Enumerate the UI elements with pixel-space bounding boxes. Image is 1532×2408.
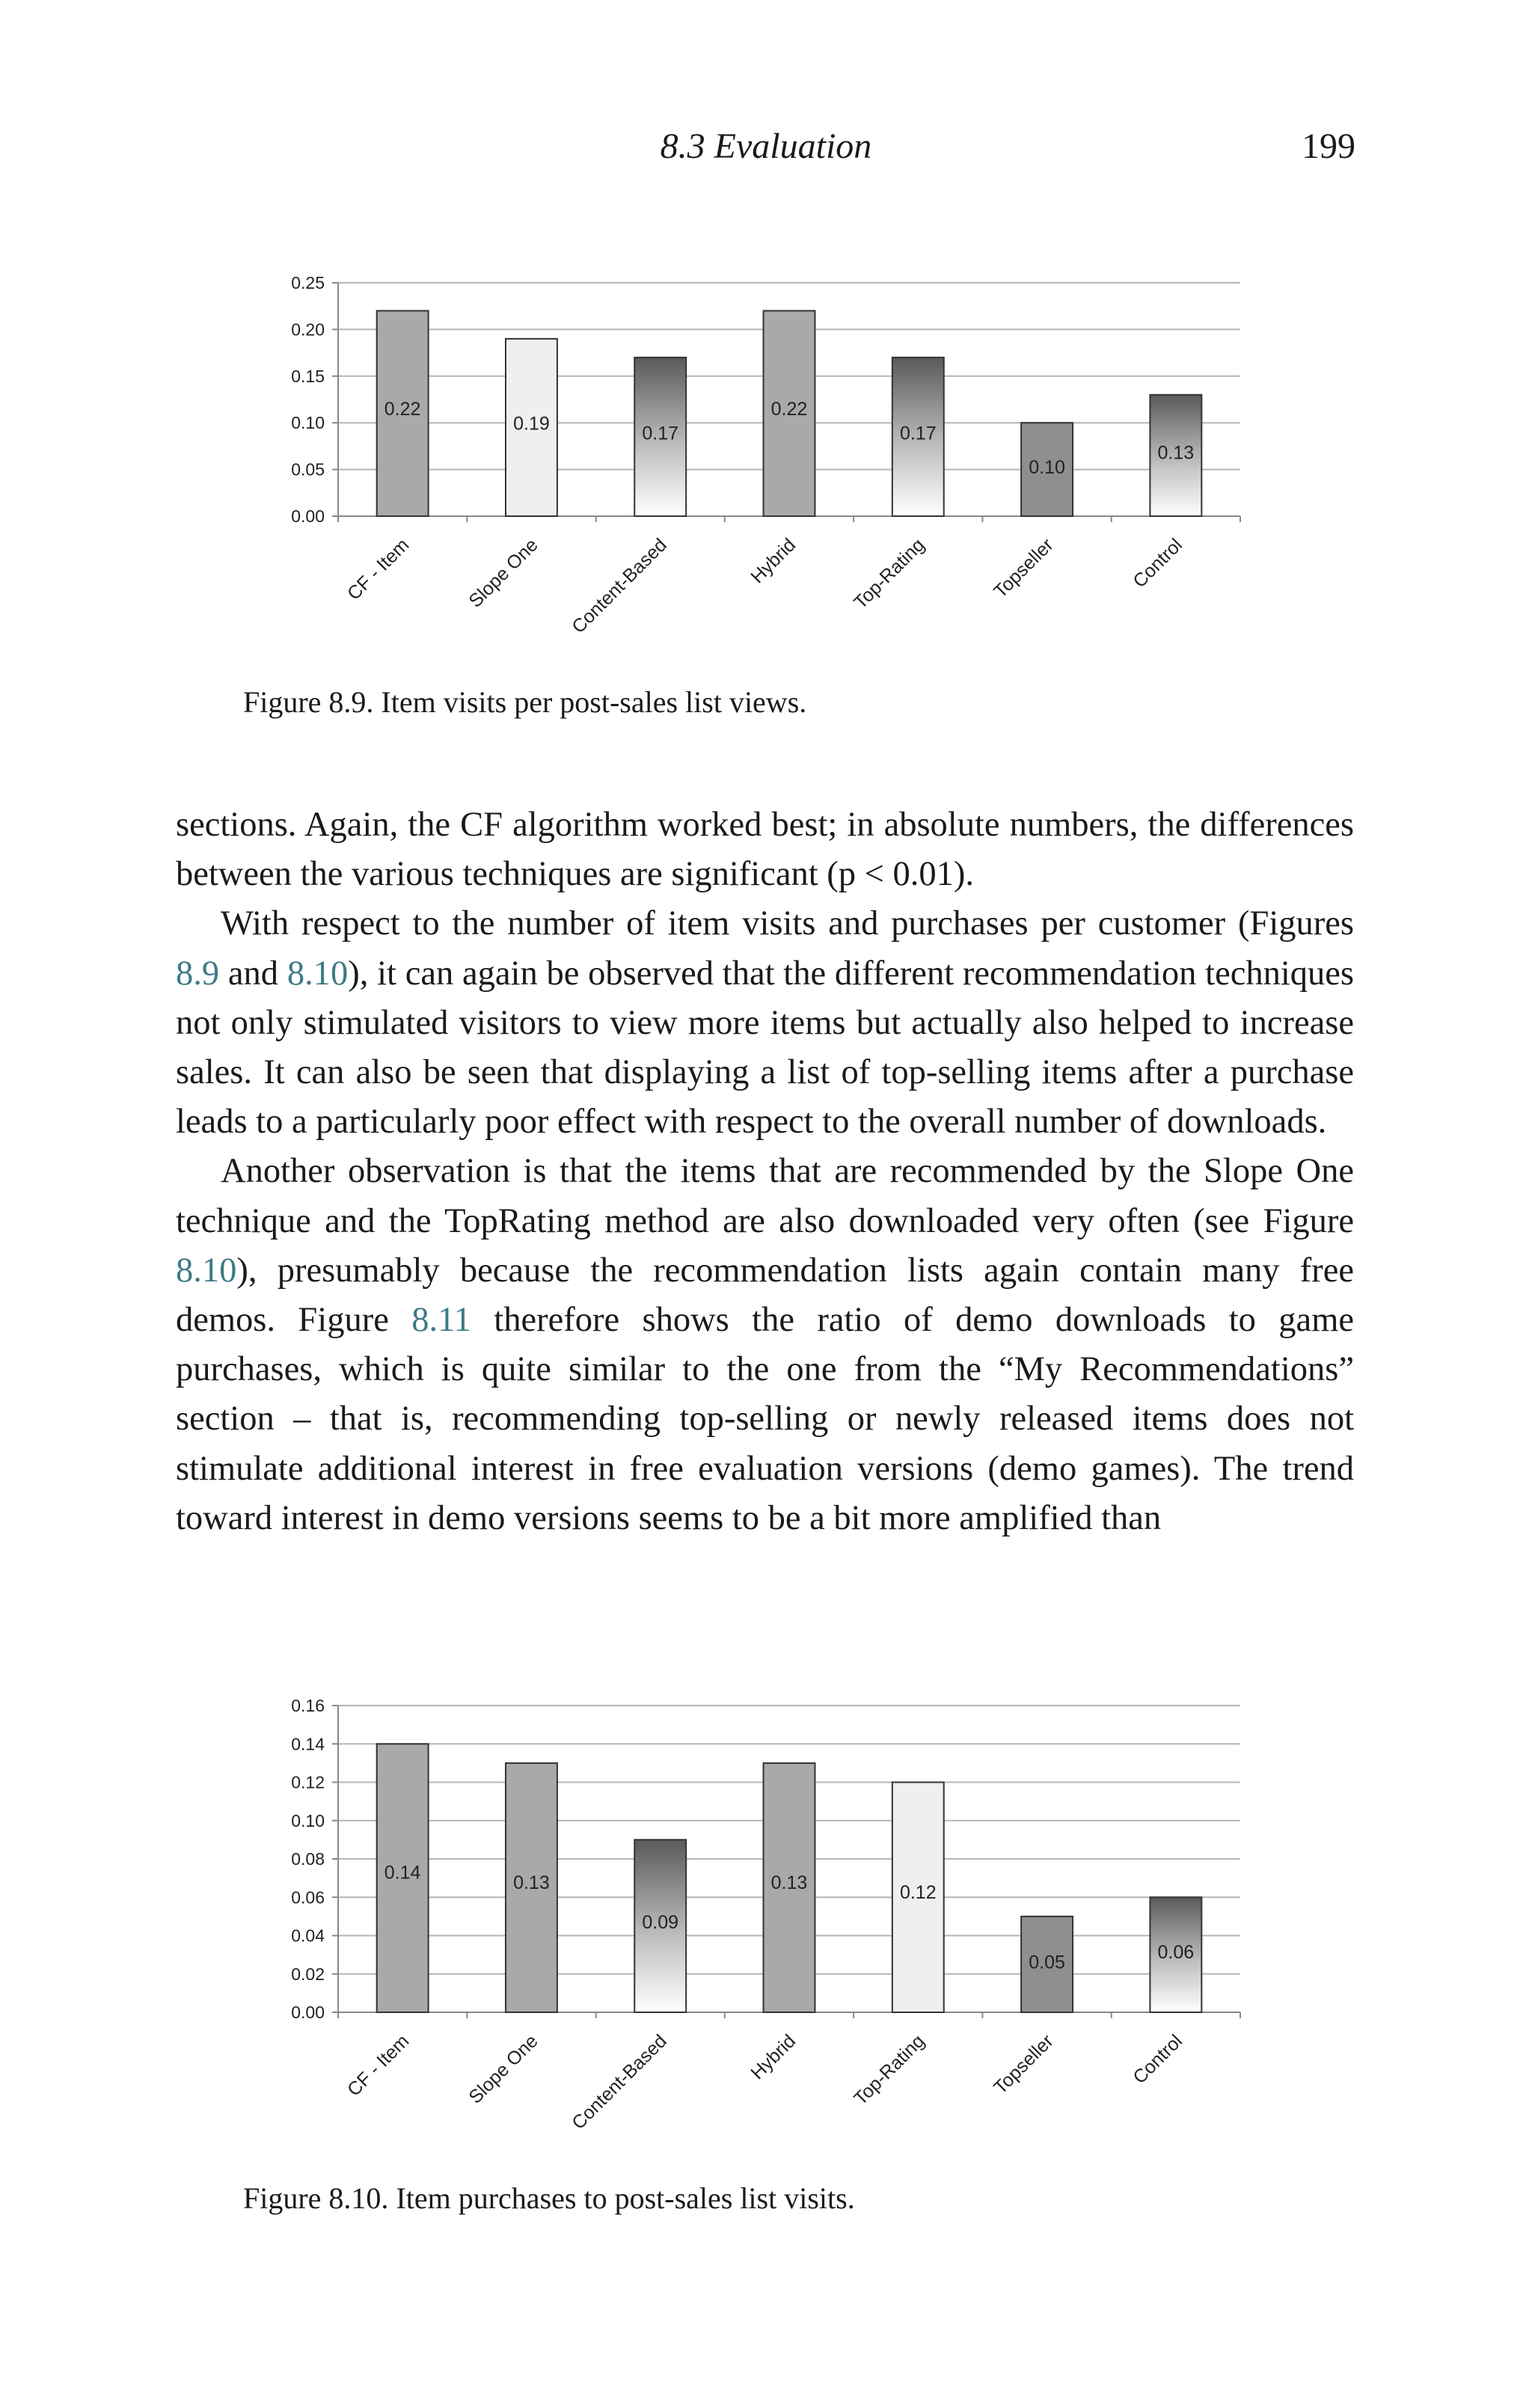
data-label: 0.12 xyxy=(899,1882,937,1904)
figure-8-9-chart xyxy=(0,262,1532,681)
paragraph-2-text-a: With respect to the number of item visits and purchases per customer (Figures xyxy=(221,904,1354,943)
y-tick-label: 0.02 xyxy=(291,1964,325,1984)
data-label: 0.14 xyxy=(384,1862,421,1884)
data-label: 0.19 xyxy=(513,413,550,435)
y-tick-label: 0.04 xyxy=(291,1926,325,1946)
category-label: CF - Item xyxy=(343,534,414,604)
data-label: 0.09 xyxy=(642,1912,679,1934)
figure-8-9-caption: Figure 8.9. Item visits per post-sales list views. xyxy=(243,685,807,719)
paragraph-3-text-c: therefore shows the ratio of demo downloads to game purchases, which is quite similar to the one from the “My Recommendations” section – that is, recommending top-selling or newly released items does not stimulate additional interest in free evaluation versions (demo games). The trend toward interest in demo versions seems to be a bit more amplified than xyxy=(176,1301,1355,1537)
category-label: Content-Based xyxy=(568,534,671,638)
paragraph-3-text-a: Another observation is that the items that are recommended by the Slope One technique and the TopRating method are also downloaded very often (see Figure xyxy=(176,1152,1354,1240)
figure-8-10-chart xyxy=(0,1683,1532,2169)
y-tick-label: 0.12 xyxy=(291,1772,325,1792)
y-tick-label: 0.16 xyxy=(291,1696,325,1715)
y-tick-label: 0.14 xyxy=(291,1734,325,1754)
y-tick-label: 0.25 xyxy=(291,273,325,292)
category-label: Control xyxy=(1129,2030,1187,2089)
category-label: Hybrid xyxy=(747,2030,800,2084)
y-tick-label: 0.15 xyxy=(291,366,325,386)
paragraph-2-text-c: ), it can again be observed that the different recommendation techniques not only stimulated visitors to view more items but actually also helped to increase sales. It can also be seen that displaying a list of top-selling items after a purchase leads to a particularly poor effect with respect to the overall number of downloads. xyxy=(176,954,1354,1142)
category-label: Control xyxy=(1129,534,1187,592)
category-label: Top-Rating xyxy=(850,2030,929,2110)
y-tick-label: 0.05 xyxy=(291,459,325,480)
figure-8-10-caption: Figure 8.10. Item purchases to post-sales list visits. xyxy=(243,2181,855,2215)
data-label: 0.17 xyxy=(642,423,679,444)
data-label: 0.13 xyxy=(770,1872,808,1893)
category-label: Topseller xyxy=(990,2030,1058,2098)
data-label: 0.06 xyxy=(1157,1942,1195,1964)
figure-ref-8-10[interactable]: 8.10 xyxy=(287,954,349,993)
paragraph-2-text-b: and xyxy=(219,954,287,993)
category-label: Slope One xyxy=(465,2030,542,2108)
data-label: 0.22 xyxy=(384,399,421,420)
y-tick-label: 0.10 xyxy=(291,1810,325,1830)
y-tick-label: 0.08 xyxy=(291,1849,325,1869)
figure-ref-8-10[interactable]: 8.10 xyxy=(176,1251,237,1290)
category-label: Top-Rating xyxy=(850,534,929,613)
y-tick-label: 0.06 xyxy=(291,1887,325,1908)
category-label: Hybrid xyxy=(747,534,800,588)
figure-8-9-svg xyxy=(0,262,1532,681)
paragraph-2 xyxy=(176,899,1354,1147)
figure-ref-8-11[interactable]: 8.11 xyxy=(411,1301,471,1340)
data-label: 0.22 xyxy=(770,399,808,420)
y-tick-label: 0.00 xyxy=(291,506,325,526)
data-label: 0.10 xyxy=(1029,457,1065,479)
figure-ref-8-9[interactable]: 8.9 xyxy=(176,954,220,993)
category-label: Slope One xyxy=(465,534,542,612)
data-label: 0.13 xyxy=(513,1872,550,1893)
data-label: 0.17 xyxy=(899,423,937,444)
category-label: Content-Based xyxy=(568,2030,671,2134)
page-number: 199 xyxy=(1302,126,1355,166)
y-tick-label: 0.00 xyxy=(291,2003,325,2022)
y-tick-label: 0.20 xyxy=(291,319,325,340)
data-label: 0.13 xyxy=(1157,442,1195,464)
paragraph-1: sections. Again, the CF algorithm worked best; in absolute numbers, the differences between the various techniques are significant (p < 0.01). xyxy=(176,806,1354,894)
figure-8-10-svg xyxy=(0,1683,1532,2169)
paragraph-3-text-b: ), presumably because the recommendation lists again contain many free demos. Figure xyxy=(176,1251,1354,1340)
category-label: Topseller xyxy=(990,534,1058,602)
paragraph-3 xyxy=(176,1147,1354,1543)
category-label: CF - Item xyxy=(343,2030,414,2101)
data-label: 0.05 xyxy=(1029,1952,1065,1973)
running-header-title: 8.3 Evaluation xyxy=(660,126,872,166)
y-tick-label: 0.10 xyxy=(291,413,325,433)
body-text xyxy=(176,800,1354,1543)
